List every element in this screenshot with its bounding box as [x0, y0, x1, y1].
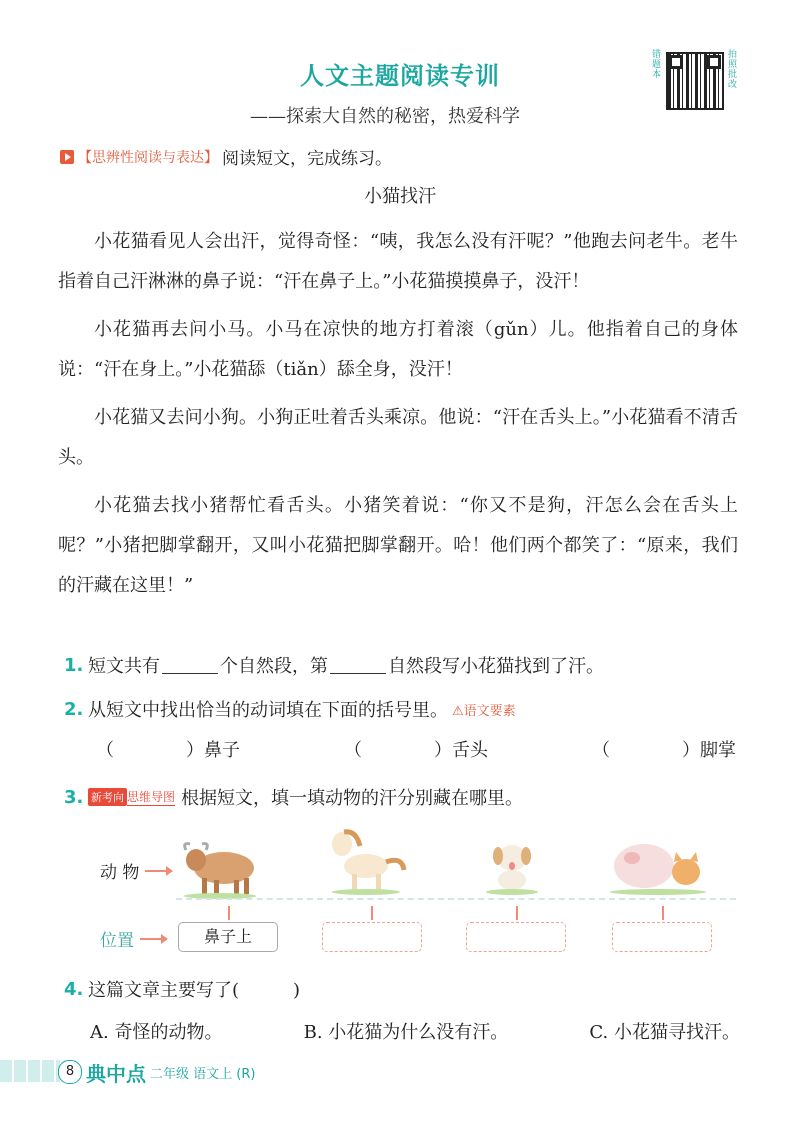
- q4-text: 这篇文章主要写了( ): [88, 980, 301, 1001]
- pig-and-cat-illustration: [608, 832, 712, 898]
- instruction-tag: 【思辨性阅读与表达】: [78, 149, 218, 166]
- position-box-horse[interactable]: [322, 922, 422, 952]
- q4-options: [90, 1018, 740, 1044]
- arrow-right-icon: [140, 938, 166, 940]
- qr-code-icon[interactable]: [666, 52, 724, 110]
- arrow-down-icon: [371, 906, 373, 920]
- question-number: 2.: [64, 698, 84, 720]
- paragraph-1: 小花猫看见人会出汗，觉得奇怪：“咦，我怎么没有汗呢？”他跑去问老牛。老牛指着自己汗淋淋的鼻子说：“汗在鼻子上。”小花猫摸摸鼻子，没汗！: [58, 231, 738, 292]
- q3-text: 根据短文，填一填动物的汗分别藏在哪里。: [181, 788, 524, 809]
- question-4: [64, 976, 300, 1002]
- q1-text-a: 短文共有: [88, 656, 160, 677]
- paragraph-2: 小花猫再去问小马。小马在凉快的地方打着滚（gǔn）儿。他指着自己的身体说：“汗在身上。”小花猫舔（tiǎn）舔全身，没汗！: [58, 319, 738, 380]
- arrow-down-icon: [662, 906, 664, 920]
- q2-item-nose[interactable]: （ ）鼻子: [96, 740, 240, 761]
- arrow-down-icon: [516, 906, 518, 920]
- question-2: [64, 696, 516, 722]
- option-a[interactable]: A. 奇怪的动物。: [90, 1022, 223, 1043]
- instruction-text: 阅读短文，完成练习。: [222, 149, 392, 169]
- page-title: 人文主题阅读专训: [300, 62, 500, 90]
- footer: [0, 1058, 800, 1086]
- q2-item-paw[interactable]: （ ）脚掌: [592, 740, 736, 761]
- footer-bar: [0, 1060, 60, 1082]
- dog-illustration: [482, 838, 542, 896]
- instruction: [60, 144, 392, 169]
- ox-illustration: [180, 830, 260, 900]
- option-b[interactable]: B. 小花猫为什么没有汗。: [303, 1022, 509, 1043]
- question-1: [64, 652, 604, 678]
- page-subtitle: ——探索大自然的秘密，热爱科学: [250, 106, 520, 127]
- horse-illustration: [322, 826, 412, 896]
- brand-logo: 典中点: [86, 1062, 146, 1086]
- option-c[interactable]: C. 小花猫寻找汗。: [589, 1022, 740, 1043]
- position-box-pig-cat[interactable]: [612, 922, 712, 952]
- paragraph-3: 小花猫又去问小狗。小狗正吐着舌头乘凉。他说：“汗在舌头上。”小花猫看不清舌头。: [58, 407, 738, 468]
- play-icon: [60, 150, 74, 164]
- position-box-ox: 鼻子上: [178, 922, 278, 952]
- q1-text-c: 自然段写小花猫找到了汗。: [388, 656, 604, 677]
- question-number: 3.: [64, 786, 84, 808]
- divider: [176, 898, 736, 900]
- qr-left-label: 错题本: [652, 50, 662, 80]
- position-row-label: [100, 926, 166, 951]
- grade-label: 二年级 语文上 (R): [150, 1067, 256, 1082]
- question-number: 4.: [64, 978, 84, 1000]
- q2-answer-row: [96, 736, 736, 762]
- answer-blank[interactable]: [330, 657, 386, 674]
- animal-label: 动 物: [100, 863, 140, 883]
- story-title: 小猫找汗: [364, 186, 436, 207]
- arrow-down-icon: [228, 906, 230, 920]
- animal-row-label: [100, 858, 171, 883]
- page-number: 8: [58, 1060, 82, 1084]
- q2-item-tongue[interactable]: （ ）舌头: [344, 740, 488, 761]
- new-badge: 新考向: [88, 788, 127, 806]
- position-label: 位置: [100, 931, 134, 951]
- question-number: 1.: [64, 654, 84, 676]
- warning-tag: ⚠语文要素: [452, 703, 516, 719]
- question-3: [64, 784, 523, 810]
- mindmap-badge: 思维导图: [127, 790, 176, 804]
- qr-right-label: 拍照批改: [728, 50, 738, 90]
- arrow-right-icon: [145, 870, 171, 872]
- q1-text-b: 个自然段，第: [220, 656, 328, 677]
- story-body: [58, 222, 738, 606]
- answer-blank[interactable]: [162, 657, 218, 674]
- q2-text: 从短文中找出恰当的动词填在下面的括号里。: [88, 700, 448, 721]
- paragraph-4: 小花猫去找小猪帮忙看舌头。小猪笑着说：“你又不是狗，汗怎么会在舌头上呢？”小猪把脚掌翻开，又叫小花猫把脚掌翻开。哈！他们两个都笑了：“原来，我们的汗藏在这里！”: [58, 495, 738, 596]
- position-box-dog[interactable]: [466, 922, 566, 952]
- qr-code-block[interactable]: [652, 50, 742, 112]
